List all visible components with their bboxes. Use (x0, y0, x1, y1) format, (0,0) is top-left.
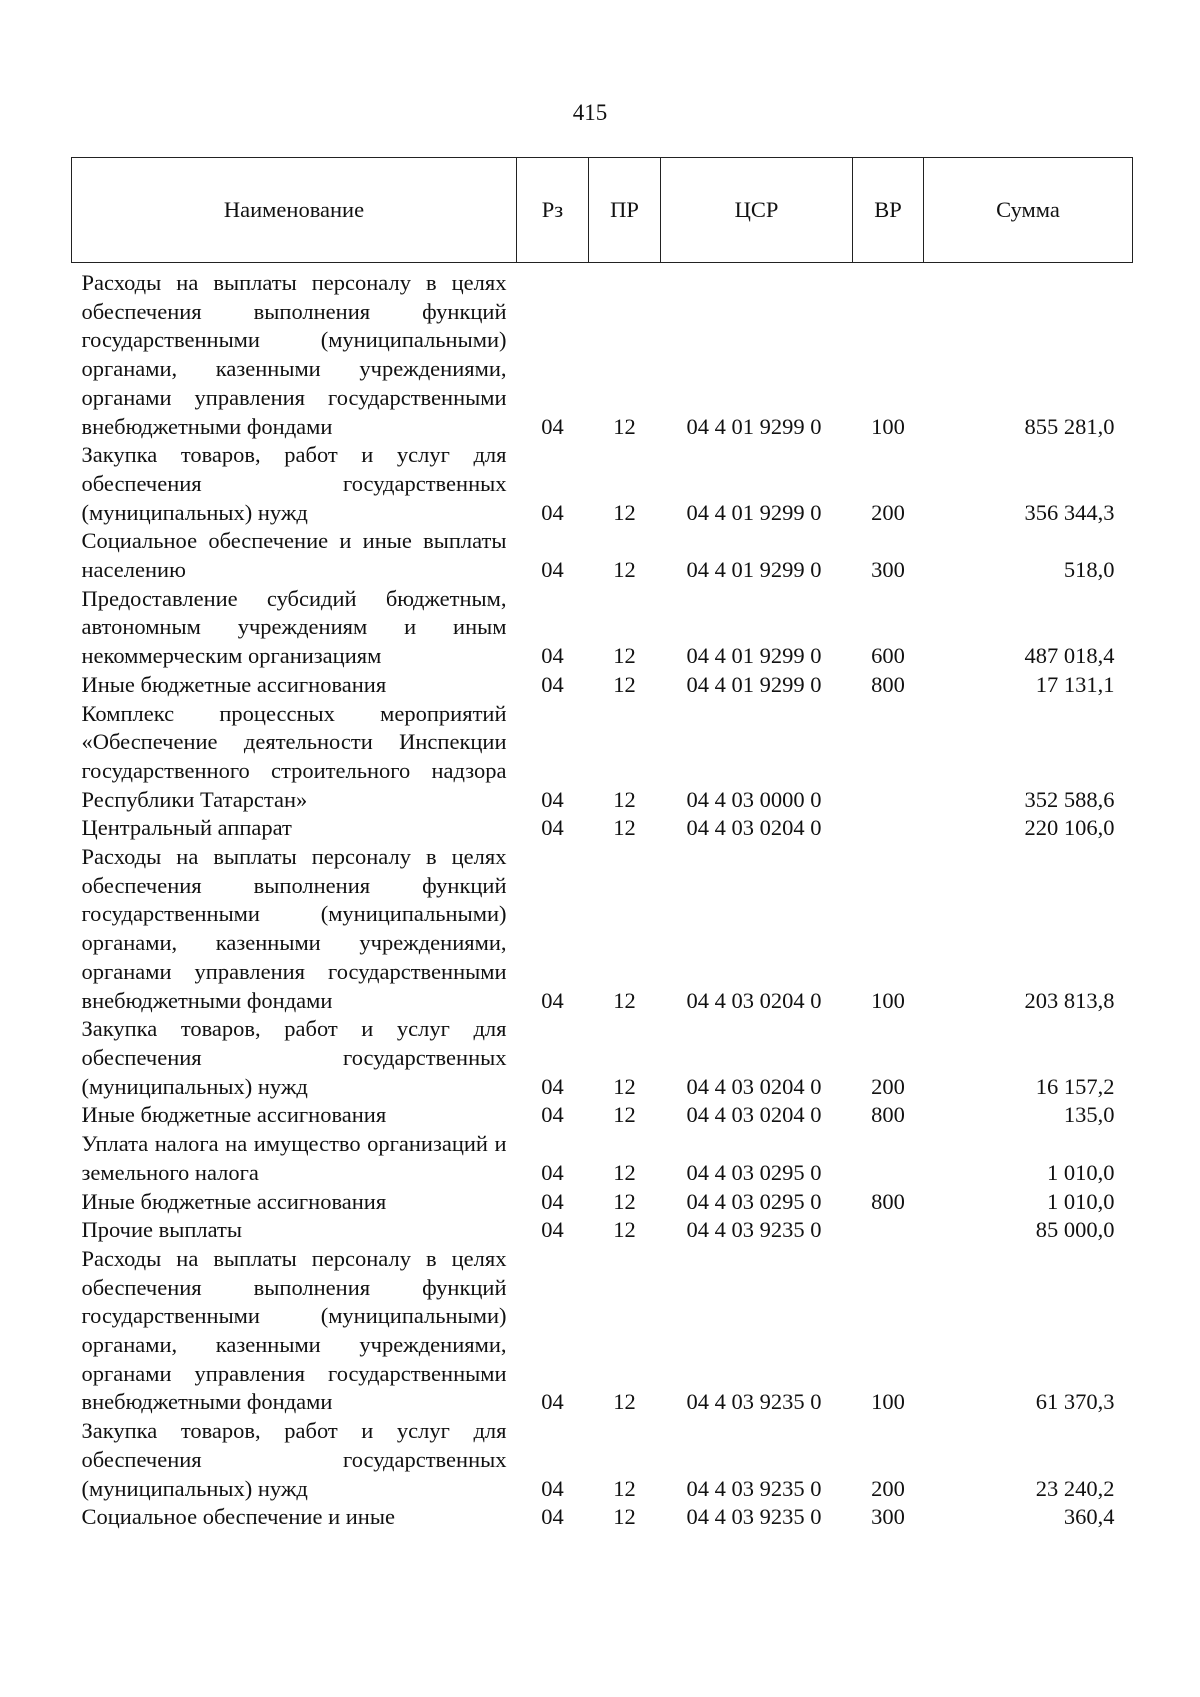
cell-vr (853, 1216, 924, 1245)
cell-sum: 61 370,3 (1035, 1389, 1115, 1415)
cell-rz: 04 (541, 1102, 564, 1128)
table-row (72, 441, 1133, 527)
budget-table (71, 157, 1133, 1532)
cell-csr: 04 4 03 9235 0 (686, 1389, 822, 1415)
table-row (72, 1015, 1133, 1101)
cell-vr: 600 (871, 643, 905, 669)
table-row (72, 1417, 1133, 1503)
cell-vr: 200 (871, 1475, 905, 1501)
cell-name: Закупка товаров, работ и услуг для обеспечения государственных (муниципальных) нужд (81, 442, 507, 525)
header-name: Наименование (72, 158, 517, 263)
cell-rz: 04 (541, 413, 564, 439)
cell-sum: 356 344,3 (1024, 499, 1115, 525)
cell-pr: 12 (613, 499, 636, 525)
header-csr: ЦСР (661, 158, 853, 263)
cell-rz: 04 (541, 499, 564, 525)
table-row (72, 1503, 1133, 1532)
cell-pr: 12 (613, 815, 636, 841)
cell-vr: 100 (871, 413, 905, 439)
cell-pr: 12 (613, 786, 636, 812)
cell-vr: 800 (871, 671, 905, 697)
table-row (72, 585, 1133, 671)
cell-sum: 360,4 (1063, 1504, 1115, 1530)
cell-rz: 04 (541, 786, 564, 812)
budget-table-container (71, 157, 1132, 1532)
table-row (72, 671, 1133, 700)
cell-csr: 04 4 03 0295 0 (686, 1188, 822, 1214)
cell-rz: 04 (541, 557, 564, 583)
cell-vr: 800 (871, 1102, 905, 1128)
cell-rz: 04 (541, 1475, 564, 1501)
cell-pr: 12 (613, 643, 636, 669)
cell-csr: 04 4 03 0204 0 (686, 1073, 822, 1099)
cell-csr: 04 4 03 0295 0 (686, 1159, 822, 1185)
cell-vr: 800 (871, 1188, 905, 1214)
cell-rz: 04 (541, 815, 564, 841)
cell-pr: 12 (613, 1159, 636, 1185)
cell-name: Иные бюджетные ассигнования (81, 1102, 387, 1128)
header-vr: ВР (853, 158, 924, 263)
cell-sum: 1 010,0 (1047, 1188, 1115, 1214)
cell-rz: 04 (541, 671, 564, 697)
cell-name: Комплекс процессных мероприятий «Обеспечение деятельности Инспекции государственного строительного надзора Республики Татарстан» (81, 700, 507, 812)
table-row (72, 700, 1133, 815)
cell-pr: 12 (613, 1102, 636, 1128)
table-row (72, 263, 1133, 442)
cell-rz: 04 (541, 1159, 564, 1185)
cell-vr (853, 700, 924, 815)
cell-csr: 04 4 03 9235 0 (686, 1504, 822, 1530)
cell-name: Иные бюджетные ассигнования (81, 1188, 387, 1214)
cell-sum: 855 281,0 (1024, 413, 1115, 439)
cell-csr: 04 4 03 0204 0 (686, 815, 822, 841)
cell-csr: 04 4 03 0204 0 (686, 987, 822, 1013)
table-row (72, 1216, 1133, 1245)
cell-name: Социальное обеспечение и иные выплаты населению (81, 528, 507, 583)
cell-rz: 04 (541, 643, 564, 669)
cell-sum: 352 588,6 (1024, 786, 1115, 812)
page-number: 415 (572, 100, 608, 125)
cell-sum: 135,0 (1063, 1102, 1115, 1128)
cell-name: Прочие выплаты (81, 1217, 242, 1243)
cell-name: Закупка товаров, работ и услуг для обеспечения государственных (муниципальных) нужд (81, 1016, 507, 1099)
cell-pr: 12 (613, 1217, 636, 1243)
cell-pr: 12 (613, 1389, 636, 1415)
cell-name: Расходы на выплаты персоналу в целях обеспечения выполнения функций государственными (муниципальными) органами, казенными учреждениями, органами управления государственными внебюджетными фондами (81, 270, 507, 439)
cell-rz: 04 (541, 1217, 564, 1243)
cell-csr: 04 4 03 9235 0 (686, 1217, 822, 1243)
cell-name: Уплата налога на имущество организаций и земельного налога (81, 1131, 507, 1185)
cell-csr: 04 4 03 9235 0 (686, 1475, 822, 1501)
cell-sum: 23 240,2 (1035, 1475, 1115, 1501)
cell-sum: 85 000,0 (1035, 1217, 1115, 1243)
cell-name: Социальное обеспечение и иные (81, 1504, 395, 1530)
cell-csr: 04 4 01 9299 0 (686, 413, 822, 439)
cell-vr: 300 (871, 557, 905, 583)
cell-pr: 12 (613, 557, 636, 583)
cell-name: Предоставление субсидий бюджетным, автономным учреждениям и иным некоммерческим организациям (81, 585, 507, 669)
cell-vr (853, 814, 924, 843)
cell-sum: 1 010,0 (1047, 1159, 1115, 1185)
cell-name: Иные бюджетные ассигнования (81, 671, 387, 697)
table-row (72, 1245, 1133, 1417)
cell-pr: 12 (613, 671, 636, 697)
header-row (72, 158, 1133, 263)
cell-sum: 17 131,1 (1035, 671, 1115, 697)
header-pr: ПР (589, 158, 661, 263)
cell-pr: 12 (613, 413, 636, 439)
header-sum: Сумма (924, 158, 1133, 263)
cell-name: Расходы на выплаты персоналу в целях обеспечения выполнения функций государственными (муниципальными) органами, казенными учреждениями, органами управления государственными внебюджетными фондами (81, 844, 507, 1013)
cell-sum: 16 157,2 (1035, 1073, 1115, 1099)
cell-pr: 12 (613, 987, 636, 1013)
cell-sum: 203 813,8 (1024, 987, 1115, 1013)
cell-name: Расходы на выплаты персоналу в целях обеспечения выполнения функций государственными (муниципальными) органами, казенными учреждениями, органами управления государственными внебюджетными фондами (81, 1245, 507, 1415)
cell-rz: 04 (541, 1389, 564, 1415)
table-row (72, 843, 1133, 1015)
cell-name: Закупка товаров, работ и услуг для обеспечения государственных (муниципальных) нужд (81, 1418, 507, 1501)
cell-csr: 04 4 03 0000 0 (686, 786, 822, 812)
cell-sum: 220 106,0 (1024, 815, 1115, 841)
cell-vr: 100 (871, 1389, 905, 1415)
table-body (72, 263, 1133, 1532)
cell-rz: 04 (541, 1188, 564, 1214)
cell-vr: 200 (871, 499, 905, 525)
cell-name: Центральный аппарат (81, 815, 292, 841)
cell-pr: 12 (613, 1504, 636, 1530)
table-row (72, 814, 1133, 843)
cell-vr: 100 (871, 987, 905, 1013)
cell-sum: 487 018,4 (1024, 643, 1115, 669)
cell-pr: 12 (613, 1188, 636, 1214)
table-row (72, 527, 1133, 584)
cell-vr: 300 (871, 1504, 905, 1530)
cell-csr: 04 4 01 9299 0 (686, 557, 822, 583)
cell-csr: 04 4 03 0204 0 (686, 1102, 822, 1128)
cell-vr (853, 1130, 924, 1187)
cell-csr: 04 4 01 9299 0 (686, 671, 822, 697)
cell-vr: 200 (871, 1073, 905, 1099)
cell-pr: 12 (613, 1475, 636, 1501)
cell-csr: 04 4 01 9299 0 (686, 643, 822, 669)
header-rz: Рз (517, 158, 589, 263)
cell-pr: 12 (613, 1073, 636, 1099)
cell-rz: 04 (541, 1504, 564, 1530)
cell-rz: 04 (541, 987, 564, 1013)
table-row (72, 1130, 1133, 1187)
table-header (72, 158, 1133, 263)
table-row (72, 1188, 1133, 1217)
cell-csr: 04 4 01 9299 0 (686, 499, 822, 525)
cell-sum: 518,0 (1063, 557, 1115, 583)
table-row (72, 1101, 1133, 1130)
cell-rz: 04 (541, 1073, 564, 1099)
